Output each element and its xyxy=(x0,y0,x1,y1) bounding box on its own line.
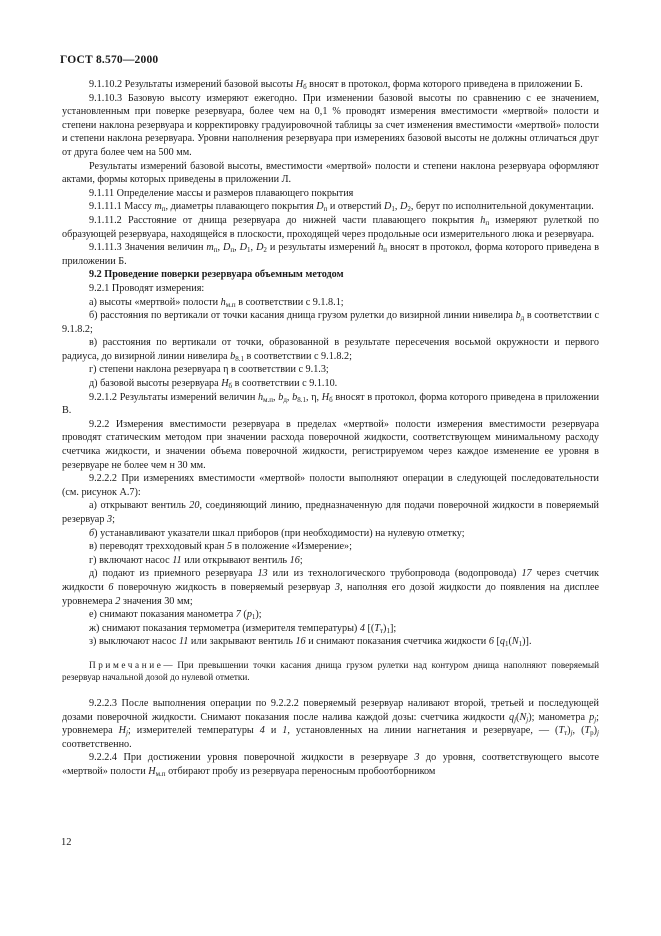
paragraph: а) открывают вентиль 20, соединяющий линию, предназначенную для подачи поверочной жидкости в поверяемый резервуар 3; xyxy=(62,500,600,525)
paragraph: д) подают из приемного резервуара 13 или из технологического трубопровода (водопровода) 17 через счетчик жидкости 6 поверочную жидкость в поверяемый резервуар 3, наполняя его дозой жидкости до появления на дисплее уровнемера 2 значения 30 мм; xyxy=(62,568,599,607)
paragraph: в) расстояния по вертикали от точки, образованной в результате пересечения восьмой окружности и первого радиуса, до визирной линии нивелира $b_{8.1}$ в соответствии с 9.1.8.2; xyxy=(62,337,599,363)
paragraph: 9.1.11 Определение массы и размеров плавающего покрытия xyxy=(89,187,354,199)
paragraph: 9.2.2 Измерения вместимости резервуара в пределах «мертвой» полости измерения вместимости резервуара проводят статическим методом при значении расхода поверочной жидкости, соответствующем минимальному расходу счетчика жидкости, и значении объема поверочной жидкости, регистрируемом через каждое изменение ее уровня в резервуаре не более чем н 30 мм. xyxy=(62,418,599,471)
paragraph: б) устанавливают указатели шкал приборов (при необходимости) на нулевую отметку; xyxy=(89,527,465,539)
paragraph: Результаты измерений базовой высоты, вместимости «мертвой» полости и степени наклона резервуара оформляют актами, формы которых приведены в приложении Л. xyxy=(62,160,599,186)
paragraph: 9.1.10.3 Базовую высоту измеряют ежегодно. При изменении базовой высоты по сравнению с ее значением, установленным при поверке резервуара, более чем на 0,1 % проводят измерения вместимости «мертвой» полости и степени наклона резервуара и корректировку градуировочной таблицы за счет изменения вместимости «мертвой» полости и степени наклона резервуара. Уровни наполнения резервуара при измерениях базовой высоты не должны отличаться друг от друга более чем на 500 мм. xyxy=(62,92,599,158)
document-body xyxy=(62,78,599,779)
paragraph: б) расстояния по вертикали от точки касания днища грузом рулетки до визирной линии нивелира $b_д$ в соответствии с 9.1.8.2; xyxy=(62,310,599,335)
paragraph: 9.2.2.3 После выполнения операции по 9.2.2.2 поверяемый резервуар наливают второй, третьей и последующей дозами поверочной жидкости. Снимают показания после налива каждой дозы: счетчика жидкости $q_j(N_j)$; манометра $p_j$; уровнемера $H_j$; измерителей температуры 4 и 1, установленных на линии нагнетания и резервуаре, — $(Т_т)_j$, $(Т_р)_j$ соответственно. xyxy=(62,697,599,750)
paragraph: 9.1.10.2 Результаты измерений базовой высоты $Н_б$ вносят в протокол, форма которого приведена в приложении Б. xyxy=(89,79,583,91)
paragraph: 9.1.11.2 Расстояние от днища резервуара до нижней части плавающего покрытия $h_п$ измеряют рулеткой по образующей резервуара, находящейся в плоскости, проходящей через продольные оси измерительного люка и резервуара. xyxy=(62,214,599,240)
paragraph: е) снимают показания манометра 7 $(p_1)$; xyxy=(89,609,262,622)
paragraph: 9.2.1 Проводят измерения: xyxy=(89,282,205,294)
note-paragraph: Примечание— При превышении точки касания днища грузом рулетки над контуром днища наполняют поверяемый резервуар начальной дозой до нулевой отметки. xyxy=(62,659,599,683)
page-header: ГОСТ 8.570—2000 xyxy=(60,54,159,66)
paragraph: 9.2.2.4 При достижении уровня поверочной жидкости в резервуаре 3 до уровня, соответствующего высоте «мертвой» полости $Н_{м.п}$ отбирают пробу из резервуара переносным пробоотборником xyxy=(62,752,599,778)
paragraph: в) переводят трехходовый кран 5 в положение «Измерение»; xyxy=(89,541,352,553)
paragraph: г) степени наклона резервуара η в соответствии с 9.1.3; xyxy=(89,364,329,376)
paragraph: 9.1.11.1 Массу $т_п$, диаметры плавающего покрытия $D_п$ и отверстий $D_1$, $D_2$, берут по исполнительной документации. xyxy=(89,201,594,214)
paragraph: д) базовой высоты резервуара $Н_б$ в соответствии с 9.1.10. xyxy=(89,378,338,391)
section-heading: 9.2 Проведение поверки резервуара объемным методом xyxy=(89,269,344,281)
paragraph: 9.1.11.3 Значения величин $т_п$, $D_п$, $D_1$, $D_2$ и результаты измерений $h_п$ вносят в протокол, форма которого приведена в приложении Б. xyxy=(62,242,600,267)
paragraph: г) включают насос 11 или открывают вентиль 16; xyxy=(89,554,303,566)
paragraph: з) выключают насос 11 или закрывают вентиль 16 и снимают показания счетчика жидкости 6 $[q_1(N_1)]$. xyxy=(89,636,532,649)
paragraph: 9.2.2.2 При измерениях вместимости «мертвой» полости выполняют операции в следующей последовательности (см. рисунок А.7): xyxy=(62,473,599,498)
paragraph: ж) снимают показания термометра (измерителя температуры) 4 $[(Т_т)_1]$; xyxy=(89,622,397,635)
page-number: 12 xyxy=(61,837,72,848)
paragraph: 9.2.1.2 Результаты измерений величин $h_{м.п}$, $b_д$, $b_{8.1}$, η, $Н_б$ вносят в протокол, форма которого приведена в приложении В. xyxy=(62,391,600,417)
paragraph: а) высоты «мертвой» полости $h_{м.п}$ в соответствии с 9.1.8.1; xyxy=(89,296,344,309)
